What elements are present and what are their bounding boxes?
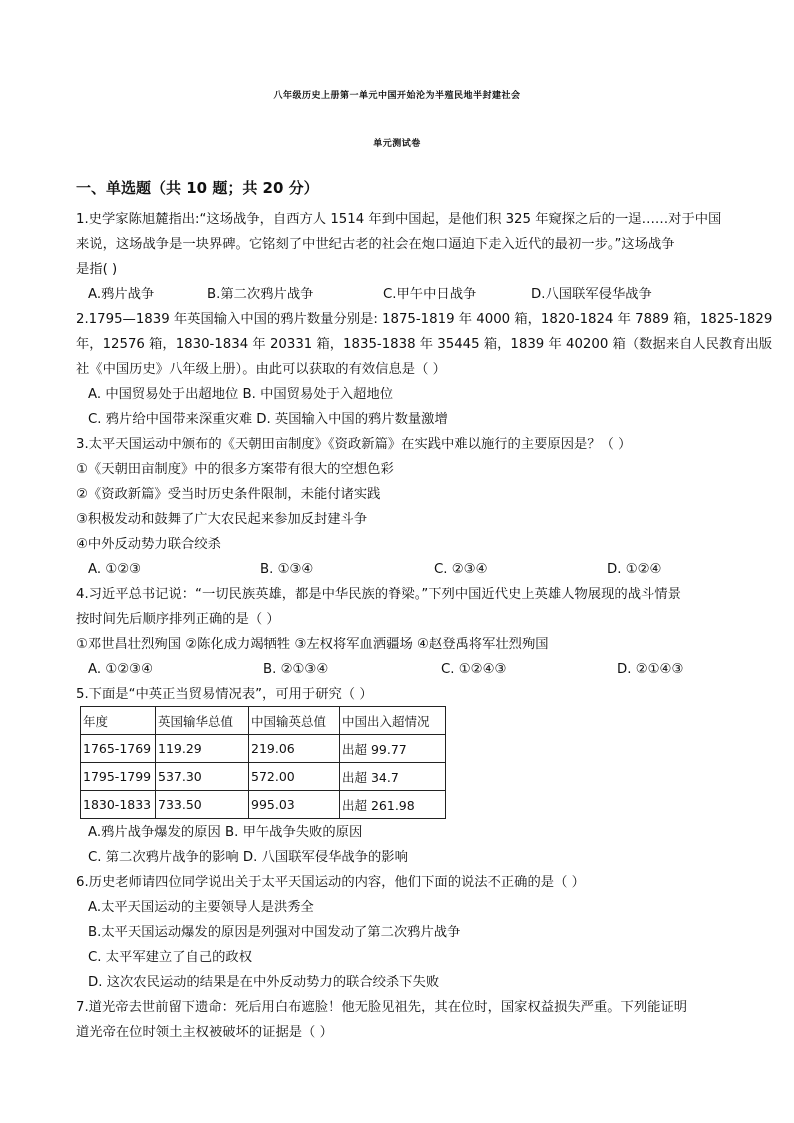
- question-text: 1.史学家陈旭麓指出:“这场战争，自西方人 1514 年到中国起，是他们积 325 年窥探之后的一逞……对于中国: [76, 212, 722, 227]
- options-ab[interactable]: A. 中国贸易处于出超地位 B. 中国贸易处于入超地位: [88, 387, 394, 402]
- statement-2: ②《资政新篇》受当时历史条件限制，未能付诸实践: [76, 487, 381, 502]
- question-text: 道光帝在位时领土主权被破坏的证据是（ ）: [76, 1025, 333, 1040]
- option-c[interactable]: C. ①②④③: [441, 662, 507, 677]
- question-text: 6.历史老师请四位同学说出关于太平天国运动的内容，他们下面的说法不正确的是（ ）: [76, 875, 585, 890]
- trade-table: [80, 706, 446, 819]
- question-text: 3.太平天国运动中颁布的《天朝田亩制度》《资政新篇》在实践中难以施行的主要原因是？（ ）: [76, 437, 632, 452]
- table-header: 中国输英总值: [249, 707, 340, 735]
- question-text: 5.下面是“中英正当贸易情况表”，可用于研究（ ）: [76, 687, 373, 702]
- exam-title: 八年级历史上册第一单元中国开始沦为半殖民地半封建社会: [273, 91, 521, 101]
- table-cell: 733.50: [156, 791, 249, 819]
- table-cell: 出超 261.98: [340, 791, 446, 819]
- table-cell: 572.00: [249, 763, 340, 791]
- table-row: [81, 763, 446, 791]
- table-row: [81, 791, 446, 819]
- options-ab[interactable]: A.鸦片战争爆发的原因 B. 甲午战争失败的原因: [88, 825, 363, 840]
- table-cell: 219.06: [249, 735, 340, 763]
- option-b[interactable]: B. ①③④: [260, 562, 314, 577]
- table-cell: 1830-1833: [81, 791, 156, 819]
- option-a[interactable]: A.太平天国运动的主要领导人是洪秀全: [88, 900, 314, 915]
- table-header: 年度: [81, 707, 156, 735]
- exam-subtitle: 单元测试卷: [373, 139, 421, 149]
- question-text: 4.习近平总书记说：“一切民族英雄，都是中华民族的脊梁。”下列中国近代史上英雄人物展现的战斗情景: [76, 587, 681, 602]
- table-cell: 119.29: [156, 735, 249, 763]
- table-cell: 出超 34.7: [340, 763, 446, 791]
- option-a[interactable]: A. ①②③④: [88, 662, 153, 677]
- statement-3: ③积极发动和鼓舞了广大农民起来参加反封建斗争: [76, 512, 368, 527]
- option-d[interactable]: D. ②①④③: [617, 662, 684, 677]
- option-b[interactable]: B.第二次鸦片战争: [207, 287, 314, 302]
- table-cell: 995.03: [249, 791, 340, 819]
- section-heading: 一、单选题（共 10 题；共 20 分）: [76, 179, 319, 197]
- statement-1: ①《天朝田亩制度》中的很多方案带有很大的空想色彩: [76, 462, 394, 477]
- table-row: [81, 735, 446, 763]
- question-text: 7.道光帝去世前留下遗命：死后用白布遮脸！他无脸见祖先，其在位时，国家权益损失严重。下列能证明: [76, 1000, 688, 1015]
- question-text: 社《中国历史》八年级上册）。由此可以获取的有效信息是（ ）: [76, 362, 446, 377]
- statement-4: ④中外反动势力联合绞杀: [76, 537, 221, 552]
- question-text: 按时间先后顺序排列正确的是（ ）: [76, 612, 280, 627]
- option-d[interactable]: D. ①②④: [607, 562, 662, 577]
- statements: ①邓世昌壮烈殉国 ②陈化成力竭牺牲 ③左权将军血洒疆场 ④赵登禹将军壮烈殉国: [76, 637, 549, 652]
- table-header: 英国输华总值: [156, 707, 249, 735]
- option-b[interactable]: B.太平天国运动爆发的原因是列强对中国发动了第二次鸦片战争: [88, 925, 461, 940]
- option-b[interactable]: B. ②①③④: [263, 662, 329, 677]
- options-cd[interactable]: C. 第二次鸦片战争的影响 D. 八国联军侵华战争的影响: [88, 850, 408, 865]
- option-d[interactable]: D.八国联军侵华战争: [531, 287, 652, 302]
- option-a[interactable]: A.鸦片战争: [88, 287, 155, 302]
- option-c[interactable]: C. ②③④: [434, 562, 488, 577]
- table-header-row: [81, 707, 446, 735]
- table-cell: 1765-1769: [81, 735, 156, 763]
- option-c[interactable]: C.甲午中日战争: [383, 287, 477, 302]
- options-cd[interactable]: C. 鸦片给中国带来深重灾难 D. 英国输入中国的鸦片数量激增: [88, 412, 448, 427]
- question-text: 来说，这场战争是一块界碑。它铭刻了中世纪古老的社会在炮口逼迫下走入近代的最初一步。”这场战争: [76, 237, 675, 252]
- table-cell: 537.30: [156, 763, 249, 791]
- table-cell: 出超 99.77: [340, 735, 446, 763]
- question-text: 2.1795—1839 年英国输入中国的鸦片数量分别是: 1875-1819 年 4000 箱，1820-1824 年 7889 箱，1825-1829: [76, 312, 773, 327]
- table-header: 中国出入超情况: [340, 707, 446, 735]
- option-a[interactable]: A. ①②③: [88, 562, 142, 577]
- question-text: 年，12576 箱，1830-1834 年 20331 箱，1835-1838 年 35445 箱，1839 年 40200 箱（数据来自人民教育出版: [76, 337, 773, 352]
- option-c[interactable]: C. 太平军建立了自己的政权: [88, 950, 253, 965]
- question-text: 是指( ): [76, 262, 118, 277]
- option-d[interactable]: D. 这次农民运动的结果是在中外反动势力的联合绞杀下失败: [88, 975, 440, 990]
- table-cell: 1795-1799: [81, 763, 156, 791]
